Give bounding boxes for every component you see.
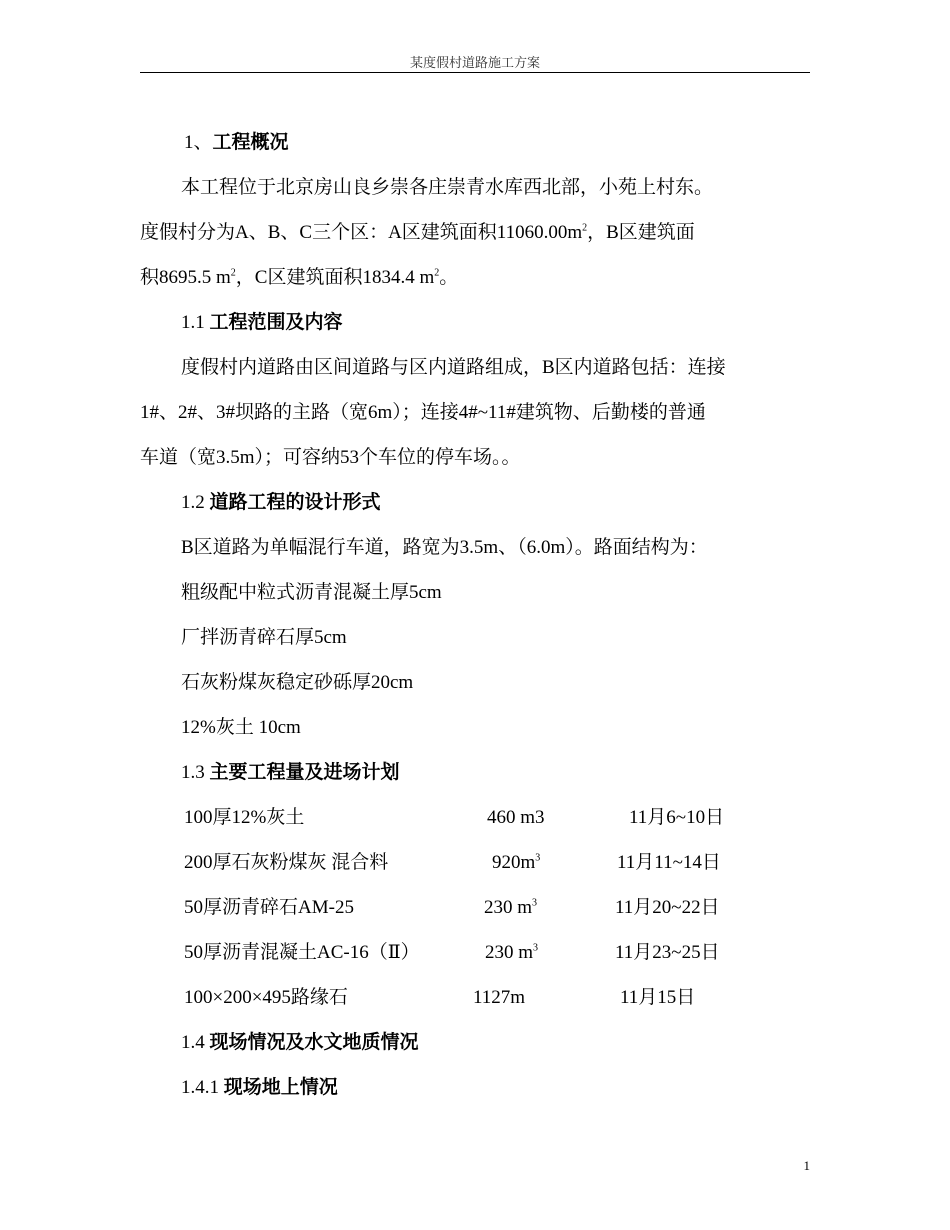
header-rule: [140, 72, 810, 73]
quantity-item: 100×200×495路缘石: [184, 987, 348, 1008]
quantity-row: [140, 795, 812, 840]
quantity-date: 11月11~14日: [617, 852, 721, 873]
heading-number: 1、: [184, 132, 213, 153]
design-intro: B区道路为单幅混行车道，路宽为3.5m、（6.0m）。路面结构为：: [181, 537, 708, 558]
quantity-row: [140, 930, 812, 975]
pavement-layer: 粗级配中粒式沥青混凝土厚5cm: [181, 582, 442, 603]
quantity-amount: 460 m3: [487, 807, 545, 828]
heading-section-1-3: 1.3 主要工程量及进场计划: [181, 762, 400, 783]
page-header-title: 某度假村道路施工方案: [409, 55, 540, 70]
paragraph-line: 车道（宽3.5m）；可容纳53个车位的停车场。。: [140, 447, 521, 468]
heading-section-1-2: 1.2 道路工程的设计形式: [181, 492, 381, 513]
quantity-amount: $920m^3$: [492, 852, 541, 873]
heading-section-1: [140, 120, 812, 165]
paragraph-line: 度假村分为A、B、C三个区：A区建筑面积$11060.00m^2$，B区建筑面: [140, 222, 695, 243]
quantity-date: 11月15日: [620, 987, 696, 1008]
paragraph-scope: [140, 345, 812, 480]
document-body: [140, 120, 812, 1110]
quantity-date: 11月6~10日: [629, 807, 725, 828]
quantity-date: 11月20~22日: [615, 897, 720, 918]
heading-section-1-4-1: 1.4.1 现场地上情况: [181, 1077, 338, 1098]
heading-text: 工程概况: [212, 132, 289, 153]
paragraph-line: 度假村内道路由区间道路与区内道路组成，B区内道路包括：连接: [181, 357, 726, 378]
quantity-amount: 1127m: [473, 987, 526, 1008]
paragraph-line: 本工程位于北京房山良乡崇各庄崇青水库西北部，小苑上村东。: [181, 177, 714, 198]
pavement-layer: 厂拌沥青碎石厚5cm: [181, 627, 347, 648]
quantity-item: 100厚12%灰土: [184, 807, 305, 828]
quantity-amount: 230 $m^3$: [484, 897, 538, 918]
quantity-item: 200厚石灰粉煤灰 混合料: [184, 852, 389, 873]
paragraph-line: 1#、2#、3#坝路的主路（宽6m）；连接4#~11#建筑物、后勤楼的普通: [140, 402, 706, 423]
quantity-date: 11月23~25日: [615, 942, 720, 963]
quantity-row: [140, 840, 812, 885]
pavement-layer: 石灰粉煤灰稳定砂砾厚20cm: [181, 672, 414, 693]
quantity-row: [140, 975, 812, 1020]
quantity-item: 50厚沥青混凝土AC-16（Ⅱ）: [184, 942, 420, 963]
heading-section-1-1: 1.1 工程范围及内容: [181, 312, 343, 333]
quantity-row: [140, 885, 812, 930]
paragraph-line: 积8695.5 $m^2$，C区建筑面积1834.4 $m^2$。: [140, 267, 459, 288]
heading-section-1-4: 1.4 现场情况及水文地质情况: [181, 1032, 419, 1053]
quantity-item: 50厚沥青碎石AM-25: [184, 897, 354, 918]
paragraph-overview: [140, 165, 812, 300]
quantity-amount: 230 $m^3$: [485, 942, 539, 963]
pavement-layer: 12%灰土 10cm: [181, 717, 301, 738]
page-number: 1: [803, 1158, 810, 1173]
